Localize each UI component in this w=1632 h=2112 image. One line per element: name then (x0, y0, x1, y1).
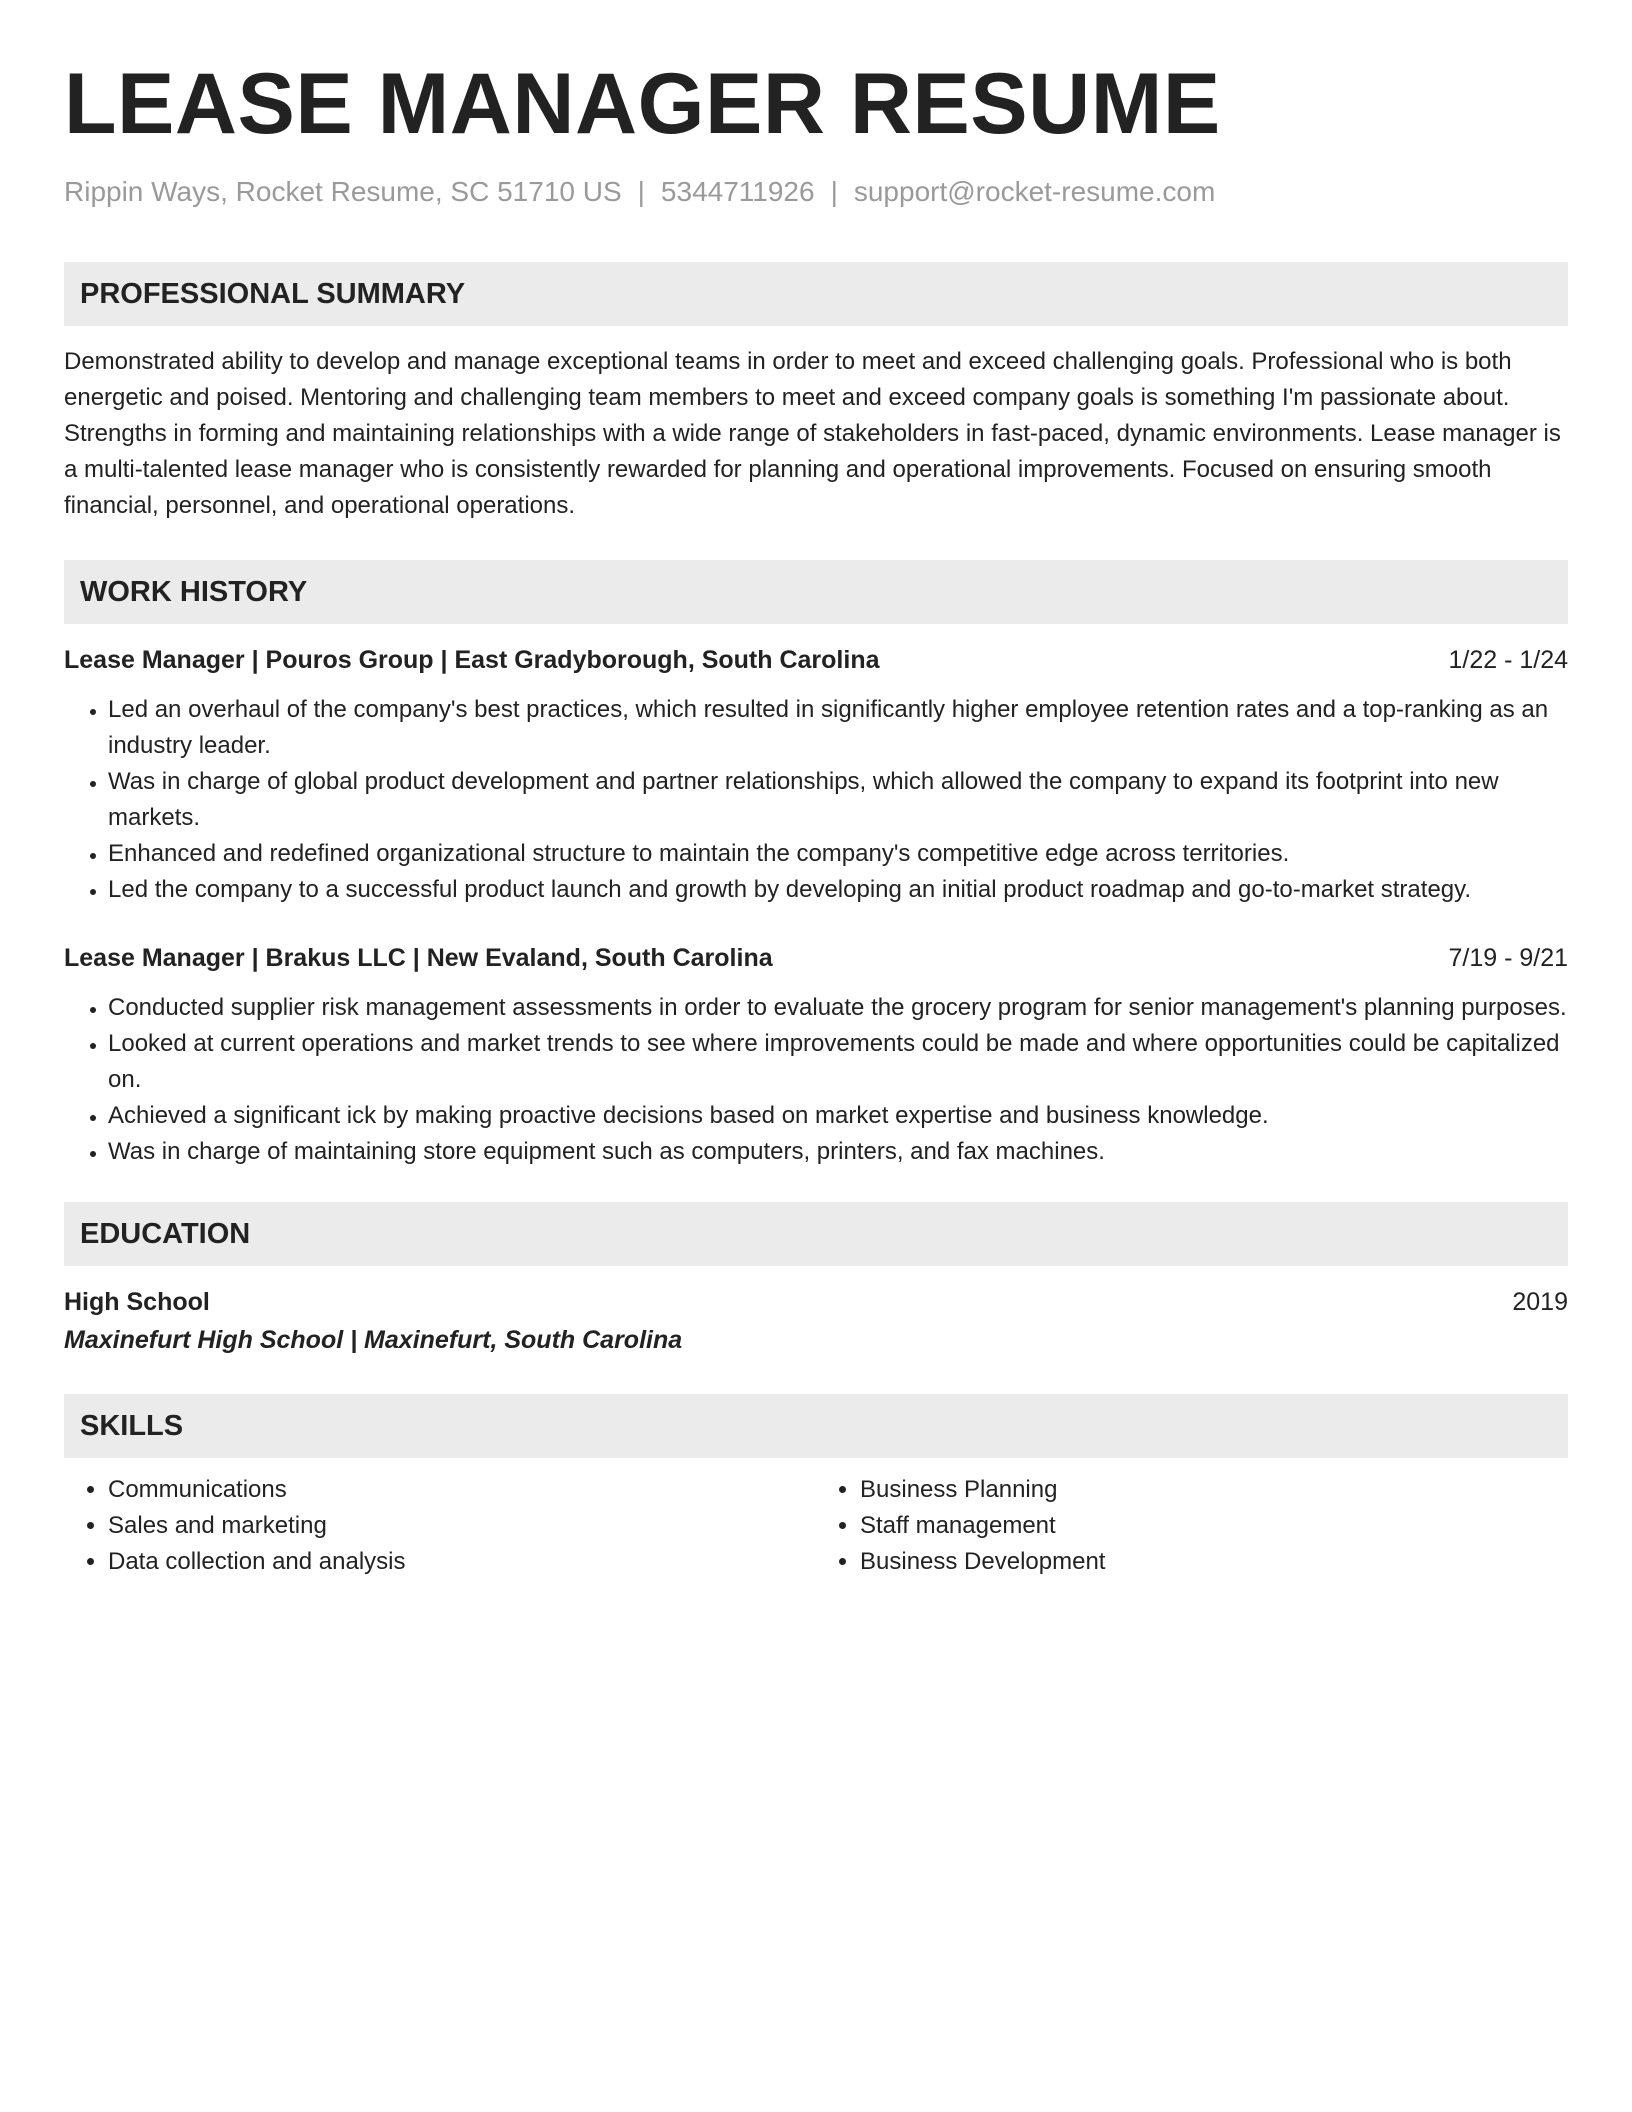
skills-section (64, 1394, 1568, 1580)
job-header (64, 642, 1568, 678)
job-bullets (64, 990, 1568, 1170)
section-heading-education: EDUCATION (64, 1202, 1568, 1266)
skill-item: • Communications (108, 1472, 816, 1508)
job-title: Lease Manager | Brakus LLC | New Evaland, South Carolina (64, 944, 773, 972)
contact-line (64, 174, 1568, 210)
contact-separator: | (830, 176, 838, 207)
contact-separator: | (637, 176, 645, 207)
section-heading-skills: SKILLS (64, 1394, 1568, 1458)
summary-text: Demonstrated ability to develop and manage exceptional teams in order to meet and exceed challenging goals. Professional who is both energetic and poised. Mentoring and challenging team members to meet and exceed company goals is something I'm passionate about. Strengths in forming and maintaining relationships with a wide range of stakeholders in fast-paced, dynamic environments. Lease manager is a multi-talented lease manager who is consistently rewarded for planning and operational improvements. Focused on ensuring smooth financial, personnel, and operational operations. (64, 348, 1561, 519)
job-bullet: • Was in charge of maintaining store equipment such as computers, printers, and fax machines. (108, 1134, 1568, 1170)
education-year: 2019 (1512, 1288, 1568, 1316)
contact-address: Rippin Ways, Rocket Resume, SC 51710 US (64, 176, 622, 207)
skill-item: • Business Development (860, 1544, 1568, 1580)
education-degree: High School (64, 1288, 210, 1316)
skills-columns (64, 1472, 1568, 1580)
skill-item: • Business Planning (860, 1472, 1568, 1508)
job-bullet: • Led an overhaul of the company's best practices, which resulted in significantly higher employee retention rates and a top-ranking as an industry leader. (108, 692, 1568, 764)
skill-item: • Staff management (860, 1508, 1568, 1544)
skill-item: • Data collection and analysis (108, 1544, 816, 1580)
section-heading-summary: PROFESSIONAL SUMMARY (64, 262, 1568, 326)
work-history-section (64, 560, 1568, 1170)
skill-item: • Sales and marketing (108, 1508, 816, 1544)
job-bullets (64, 692, 1568, 908)
education-section (64, 1202, 1568, 1358)
job-bullet: • Enhanced and redefined organizational structure to maintain the company's competitive edge across territories. (108, 836, 1568, 872)
education-school: Maxinefurt High School | Maxinefurt, South Carolina (64, 1326, 683, 1354)
education-entry (64, 1284, 1568, 1358)
job-bullet: • Achieved a significant ick by making proactive decisions based on market expertise and business knowledge. (108, 1098, 1568, 1134)
job-header (64, 940, 1568, 976)
job-dates: 7/19 - 9/21 (1448, 944, 1568, 972)
job-bullet: • Led the company to a successful product launch and growth by developing an initial product roadmap and go-to-market strategy. (108, 872, 1568, 908)
skills-list-right (816, 1472, 1568, 1580)
job-bullet: • Conducted supplier risk management assessments in order to evaluate the grocery program for senior management's planning purposes. (108, 990, 1568, 1026)
job-entry (64, 940, 1568, 1170)
summary-section (64, 262, 1568, 524)
job-entry (64, 642, 1568, 908)
section-heading-work-history: WORK HISTORY (64, 560, 1568, 624)
contact-phone: 5344711926 (660, 176, 815, 207)
job-title: Lease Manager | Pouros Group | East Gradyborough, South Carolina (64, 646, 880, 674)
job-bullet: • Looked at current operations and market trends to see where improvements could be made and where opportunities could be capitalized on. (108, 1026, 1568, 1098)
job-dates: 1/22 - 1/24 (1448, 646, 1568, 674)
education-header (64, 1284, 1568, 1320)
skills-list-left (64, 1472, 816, 1580)
job-bullet: • Was in charge of global product development and partner relationships, which allowed the company to expand its footprint into new markets. (108, 764, 1568, 836)
resume-title: LEASE MANAGER RESUME (64, 56, 1221, 152)
contact-email[interactable]: support@rocket-resume.com (853, 176, 1216, 207)
